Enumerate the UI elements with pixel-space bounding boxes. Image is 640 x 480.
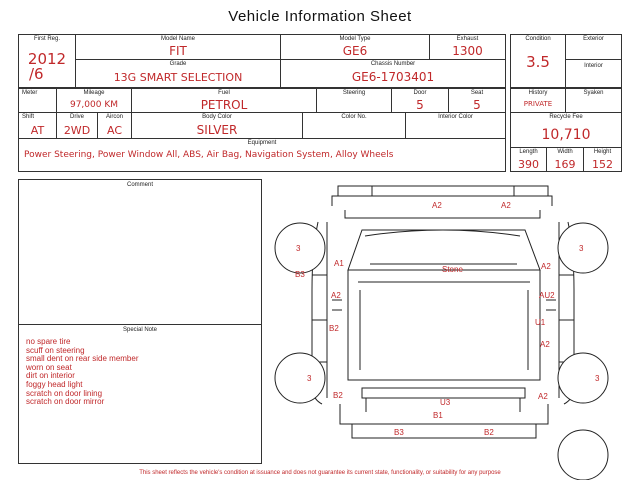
height-label: Height	[593, 149, 612, 155]
body-color-label: Body Color	[202, 114, 232, 120]
mark-right-rear-door: A2	[540, 340, 550, 349]
width-value: 169	[554, 158, 576, 171]
condition-value: 3.5	[526, 53, 550, 71]
chassis-number-label: Chassis Number	[370, 61, 416, 67]
special-note-item: dirt on interior	[26, 371, 75, 381]
width-label: Width	[557, 149, 573, 155]
drive-label: Drive	[69, 114, 84, 120]
shift-value: AT	[30, 124, 45, 137]
mark-left-rear-door: B2	[329, 324, 339, 333]
mark-rear-b2: B2	[484, 428, 494, 437]
history-label: History	[528, 90, 548, 96]
comment-label: Comment	[126, 182, 153, 188]
interior-color-label: Interior Color	[438, 114, 473, 120]
recycle-fee-label: Recycle Fee	[549, 114, 583, 120]
mileage-value: 97,000 KM	[69, 100, 119, 110]
mark-left-rear-quarter: B2	[333, 391, 343, 400]
mark-tire-rr: 3	[595, 374, 600, 383]
special-note-label: Special Note	[122, 327, 158, 333]
model-name-value: FIT	[169, 44, 187, 58]
syaken-label: Syaken	[583, 90, 604, 96]
seat-label: Seat	[470, 90, 484, 96]
model-name-label: Model Name	[160, 36, 195, 42]
fuel-label: Fuel	[218, 90, 230, 96]
special-note-item: worn on seat	[26, 362, 72, 372]
aircon-value: AC	[106, 124, 122, 137]
mark-right-front-door: AU2	[539, 291, 555, 300]
disclaimer: This sheet reflects the vehicle's condition at issuance and does not guarantee its current state, functionality, or suitability for any purpose	[139, 470, 501, 476]
first-reg-month: /6	[29, 65, 44, 83]
interior-label: Interior	[584, 63, 603, 69]
length-value: 390	[518, 158, 539, 171]
exhaust-value: 1300	[452, 44, 483, 58]
grade-value: 13G SMART SELECTION	[113, 71, 243, 84]
mark-right-fender: A2	[541, 262, 551, 271]
equipment-value: Power Steering, Power Window All, ABS, Air Bag, Navigation System, Alloy Wheels	[24, 150, 394, 160]
body-color-value: SILVER	[196, 123, 238, 137]
aircon-label: Aircon	[105, 114, 123, 120]
tire-rear-right	[558, 353, 608, 403]
tire-rear-left	[275, 353, 325, 403]
special-note-item: no spare tire	[26, 337, 71, 346]
meter-label: Meter	[22, 90, 38, 96]
mileage-label: Mileage	[83, 90, 105, 96]
height-value: 152	[592, 158, 613, 171]
mark-rear-u3: U3	[440, 398, 451, 407]
mark-tire-fl: 3	[296, 244, 301, 253]
fuel-value: PETROL	[200, 98, 248, 112]
door-value: 5	[416, 98, 424, 112]
color-no-label: Color No.	[341, 114, 367, 120]
mark-rear-b1: B1	[433, 411, 443, 420]
mark-tire-rl: 3	[307, 374, 312, 383]
mark-tire-fr: 3	[579, 244, 584, 253]
condition-label: Condition	[525, 36, 551, 42]
mark-windshield: Stone	[442, 265, 463, 274]
mark-left-fender: B3	[295, 270, 305, 279]
exhaust-label: Exhaust	[456, 36, 479, 42]
special-note-item: scratch on door lining	[26, 388, 103, 398]
special-note-item: foggy head light	[26, 379, 83, 389]
drive-value: 2WD	[63, 124, 91, 137]
exterior-label: Exterior	[583, 36, 604, 42]
first-reg-label: First Reg.	[33, 36, 60, 42]
steering-label: Steering	[342, 90, 366, 96]
mark-front-top: A2	[432, 201, 442, 210]
mark-front-top-right: A2	[501, 201, 511, 210]
shift-label: Shift	[22, 114, 35, 120]
chassis-number-value: GE6-1703401	[351, 70, 435, 84]
page-title: Vehicle Information Sheet	[228, 8, 412, 25]
seat-value: 5	[473, 98, 481, 112]
grade-label: Grade	[169, 61, 187, 67]
special-note-item: small dent on rear side member	[26, 354, 139, 364]
model-type-label: Model Type	[339, 36, 371, 42]
special-note-item: scuff on steering	[26, 345, 85, 355]
door-label: Door	[413, 90, 427, 96]
mark-rear-b3: B3	[394, 428, 404, 437]
history-value: PRIVATE	[523, 100, 553, 108]
first-reg-year: 2012	[27, 50, 67, 68]
mark-right-rear-quarter: A2	[538, 392, 548, 401]
mark-left-a1: A1	[334, 259, 344, 268]
length-label: Length	[519, 149, 538, 155]
mark-left-front-door: A2	[331, 291, 341, 300]
mark-right-u1: U1	[535, 318, 546, 327]
model-type-value: GE6	[342, 44, 368, 58]
special-note-item: scratch on door mirror	[26, 397, 105, 407]
equipment-label: Equipment	[247, 140, 277, 146]
recycle-fee-value: 10,710	[541, 127, 591, 143]
